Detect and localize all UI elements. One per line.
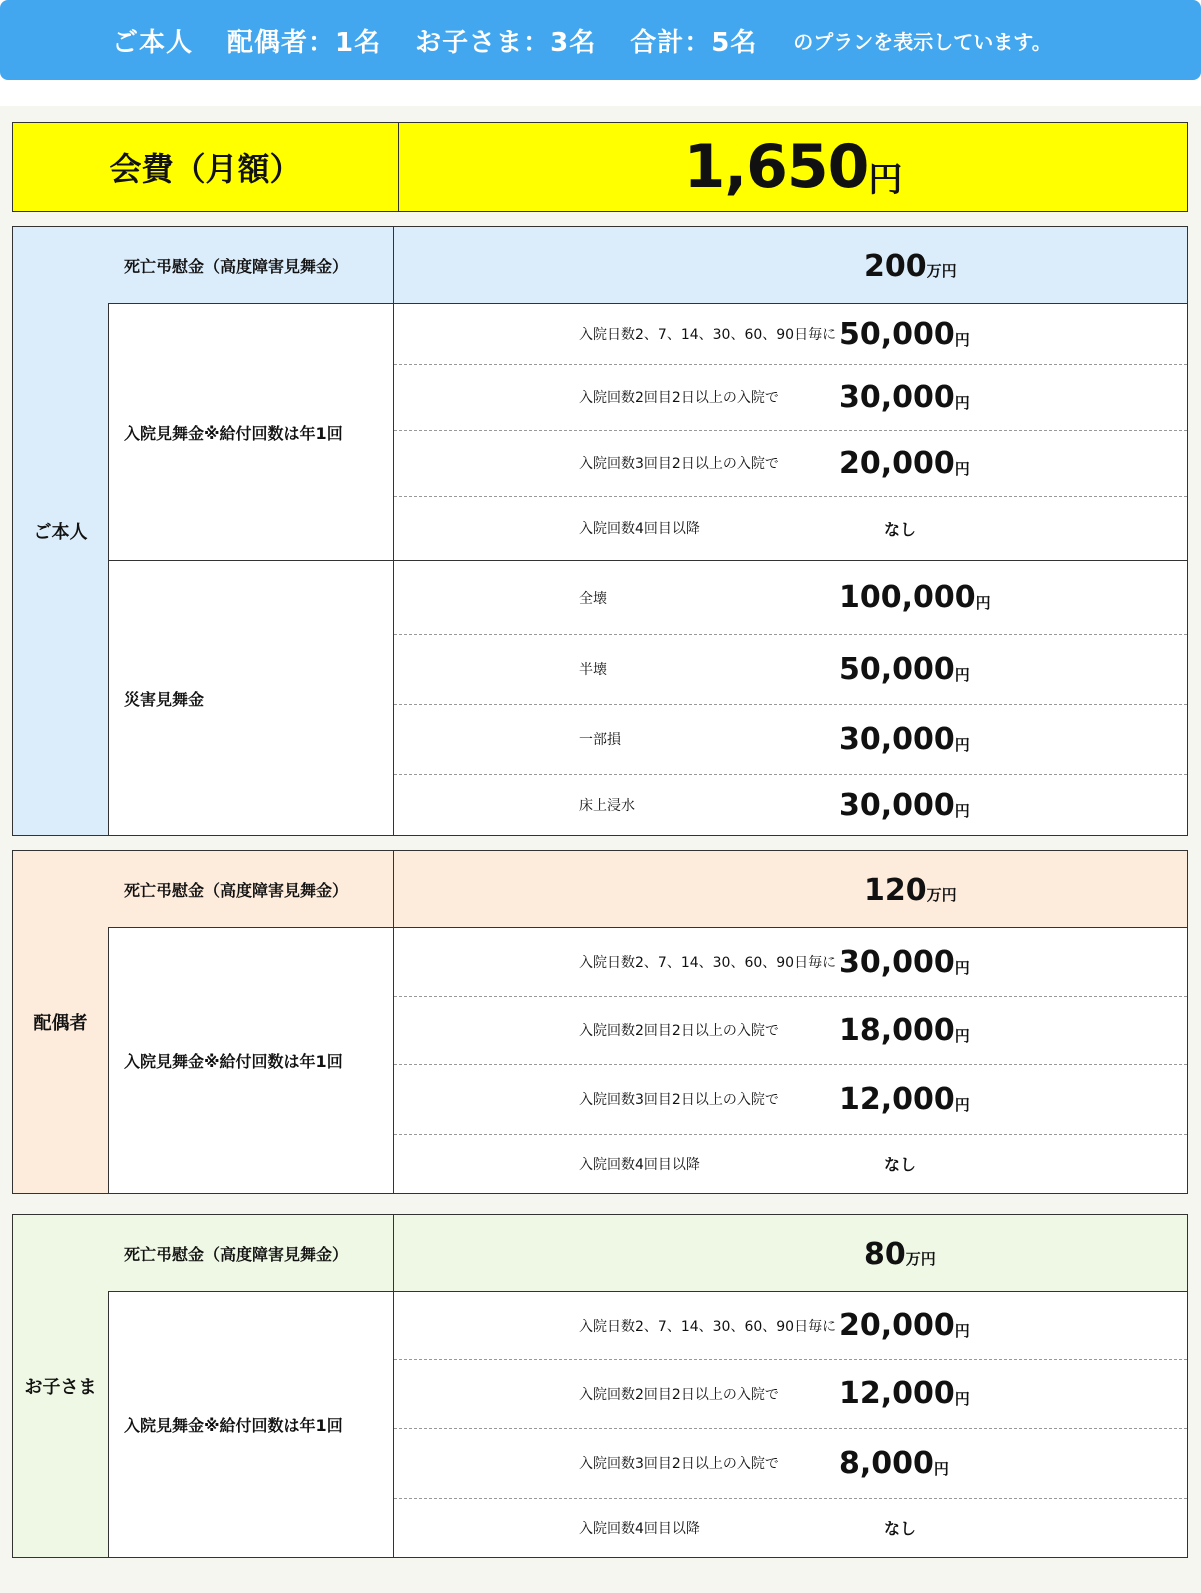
monthly-fee-unit: 円 bbox=[868, 159, 903, 200]
banner-self: ご本人 bbox=[112, 27, 194, 58]
hospital-benefit-detail-row bbox=[394, 304, 1187, 365]
amount-number: 100,000 bbox=[839, 580, 976, 615]
hospital-benefit-details bbox=[394, 1292, 1187, 1557]
hospital-benefit-label: 入院見舞金※給付回数は年1回 bbox=[108, 1292, 394, 1557]
monthly-fee-amount: 1,650 bbox=[683, 132, 869, 202]
amount-unit: 円 bbox=[954, 958, 970, 977]
condition-text: 入院回数4回目以降 bbox=[579, 521, 700, 537]
section-label-child: お子さま bbox=[13, 1215, 109, 1557]
death-benefit-label: 死亡弔慰金（高度障害見舞金） bbox=[108, 851, 394, 927]
section-label-self: ご本人 bbox=[13, 227, 109, 835]
no-benefit-text: なし bbox=[884, 1155, 917, 1174]
condition-text: 入院日数2、7、14、30、60、90日毎に bbox=[579, 327, 837, 343]
hospital-benefit-detail-row bbox=[394, 1064, 1187, 1135]
hospital-benefit-detail-row bbox=[394, 1498, 1187, 1557]
amount-unit: 円 bbox=[954, 393, 970, 412]
amount-unit: 円 bbox=[954, 330, 970, 349]
disaster-benefit-row bbox=[108, 560, 1187, 835]
banner-total: 合計：5名 bbox=[630, 27, 758, 58]
hospital-benefit-detail-row bbox=[394, 1359, 1187, 1429]
hospital-benefit-detail-row bbox=[394, 496, 1187, 560]
disaster-benefit-label: 災害見舞金 bbox=[108, 561, 394, 835]
amount-number: 30,000 bbox=[839, 721, 955, 757]
benefit-amount bbox=[839, 1359, 970, 1428]
amount-unit: 円 bbox=[954, 665, 970, 684]
amount-number: 30,000 bbox=[839, 944, 955, 980]
hospital-benefit-label: 入院見舞金※給付回数は年1回 bbox=[108, 928, 394, 1193]
condition-text: 入院回数4回目以降 bbox=[579, 1520, 700, 1537]
benefit-amount bbox=[839, 704, 970, 774]
banner-spouse: 配偶者：1名 bbox=[227, 27, 382, 58]
monthly-fee-label: 会費（月額） bbox=[13, 123, 399, 211]
disaster-benefit-detail-row bbox=[394, 634, 1187, 705]
death-benefit-amount bbox=[394, 851, 1187, 927]
amount-unit: 円 bbox=[954, 801, 970, 820]
disaster-benefit-detail-row bbox=[394, 774, 1187, 836]
death-benefit-amount bbox=[394, 1215, 1187, 1291]
condition-text: 入院回数3回目2日以上の入院で bbox=[579, 456, 779, 472]
condition-text: 入院回数2回目2日以上の入院で bbox=[579, 1386, 779, 1403]
amount-number: 20,000 bbox=[839, 1308, 955, 1343]
disaster-benefit-detail-row bbox=[394, 561, 1187, 635]
condition-text: 入院回数4回目以降 bbox=[579, 1156, 700, 1173]
amount-number: 200 bbox=[864, 249, 927, 284]
amount-number: 20,000 bbox=[839, 445, 955, 481]
benefit-amount bbox=[839, 634, 970, 704]
amount-unit: 円 bbox=[954, 1322, 970, 1340]
hospital-benefit-label: 入院見舞金※給付回数は年1回 bbox=[108, 304, 394, 560]
banner-children: お子さま：3名 bbox=[415, 27, 597, 58]
benefit-amount bbox=[839, 1064, 970, 1134]
plan-summary-banner bbox=[0, 0, 1201, 80]
death-benefit-value bbox=[864, 1237, 936, 1272]
condition-text: 入院回数2回目2日以上の入院で bbox=[579, 1023, 779, 1039]
death-benefit-value bbox=[864, 873, 957, 908]
hospital-benefit-detail-row bbox=[394, 1292, 1187, 1360]
amount-number: 30,000 bbox=[839, 787, 955, 823]
disaster-benefit-details bbox=[394, 561, 1187, 835]
amount-unit: 円 bbox=[954, 1026, 970, 1045]
section-label-spouse: 配偶者 bbox=[13, 851, 109, 1193]
condition-text: 入院日数2、7、14、30、60、90日毎に bbox=[579, 1318, 837, 1335]
benefit-amount bbox=[839, 1292, 970, 1359]
hospital-benefit-detail-row bbox=[394, 996, 1187, 1065]
hospital-benefit-detail-row bbox=[394, 430, 1187, 497]
hospital-benefit-row bbox=[108, 1292, 1187, 1557]
condition-text: 全壊 bbox=[579, 590, 607, 607]
amount-unit: 円 bbox=[933, 1459, 949, 1478]
banner-suffix: のプランを表示しています。 bbox=[793, 29, 1052, 54]
benefit-amount bbox=[839, 996, 970, 1064]
amount-number: 18,000 bbox=[839, 1012, 955, 1048]
amount-number: 50,000 bbox=[839, 651, 955, 687]
monthly-fee-value bbox=[399, 123, 1187, 211]
no-benefit-text: なし bbox=[884, 1519, 917, 1538]
amount-number: 8,000 bbox=[839, 1445, 934, 1481]
amount-unit: 万円 bbox=[905, 1250, 936, 1268]
benefit-amount bbox=[839, 1428, 949, 1498]
death-benefit-label: 死亡弔慰金（高度障害見舞金） bbox=[108, 227, 394, 303]
disaster-benefit-detail-row bbox=[394, 704, 1187, 775]
benefit-amount bbox=[839, 364, 970, 430]
benefit-amount bbox=[839, 430, 970, 496]
amount-unit: 円 bbox=[954, 1390, 970, 1408]
death-benefit-value bbox=[864, 249, 957, 284]
condition-text: 入院回数3回目2日以上の入院で bbox=[579, 1456, 779, 1472]
hospital-benefit-detail-row bbox=[394, 1134, 1187, 1193]
hospital-benefit-details bbox=[394, 928, 1187, 1193]
death-benefit-row bbox=[108, 1215, 1187, 1292]
hospital-benefit-details bbox=[394, 304, 1187, 560]
condition-text: 入院日数2、7、14、30、60、90日毎に bbox=[579, 955, 837, 971]
amount-number: 12,000 bbox=[839, 1376, 955, 1411]
hospital-benefit-row bbox=[108, 928, 1187, 1193]
benefit-amount bbox=[839, 561, 991, 634]
no-benefit-text: なし bbox=[884, 519, 917, 539]
death-benefit-row bbox=[108, 851, 1187, 928]
hospital-benefit-detail-row bbox=[394, 364, 1187, 431]
amount-unit: 円 bbox=[954, 735, 970, 754]
death-benefit-amount bbox=[394, 227, 1187, 303]
amount-number: 50,000 bbox=[839, 316, 955, 352]
section-spouse bbox=[12, 850, 1188, 1194]
section-self bbox=[12, 226, 1188, 836]
amount-unit: 万円 bbox=[926, 262, 957, 280]
condition-text: 一部損 bbox=[579, 732, 621, 748]
amount-unit: 円 bbox=[954, 459, 970, 478]
amount-number: 120 bbox=[864, 873, 927, 908]
hospital-benefit-detail-row bbox=[394, 1428, 1187, 1499]
condition-text: 入院回数2回目2日以上の入院で bbox=[579, 390, 779, 406]
benefit-amount bbox=[839, 304, 970, 364]
hospital-benefit-detail-row bbox=[394, 928, 1187, 997]
benefit-amount bbox=[839, 928, 970, 996]
amount-number: 30,000 bbox=[839, 379, 955, 415]
monthly-fee-row bbox=[12, 122, 1188, 212]
death-benefit-label: 死亡弔慰金（高度障害見舞金） bbox=[108, 1215, 394, 1291]
amount-number: 12,000 bbox=[839, 1081, 955, 1117]
section-child bbox=[12, 1214, 1188, 1558]
amount-number: 80 bbox=[864, 1237, 906, 1272]
amount-unit: 円 bbox=[954, 1095, 970, 1114]
condition-text: 床上浸水 bbox=[579, 798, 635, 814]
condition-text: 入院回数3回目2日以上の入院で bbox=[579, 1092, 779, 1108]
amount-unit: 万円 bbox=[926, 886, 957, 904]
hospital-benefit-row bbox=[108, 304, 1187, 560]
amount-unit: 円 bbox=[975, 594, 991, 612]
death-benefit-row bbox=[108, 227, 1187, 304]
condition-text: 半壊 bbox=[579, 662, 607, 678]
benefit-amount bbox=[839, 774, 970, 836]
